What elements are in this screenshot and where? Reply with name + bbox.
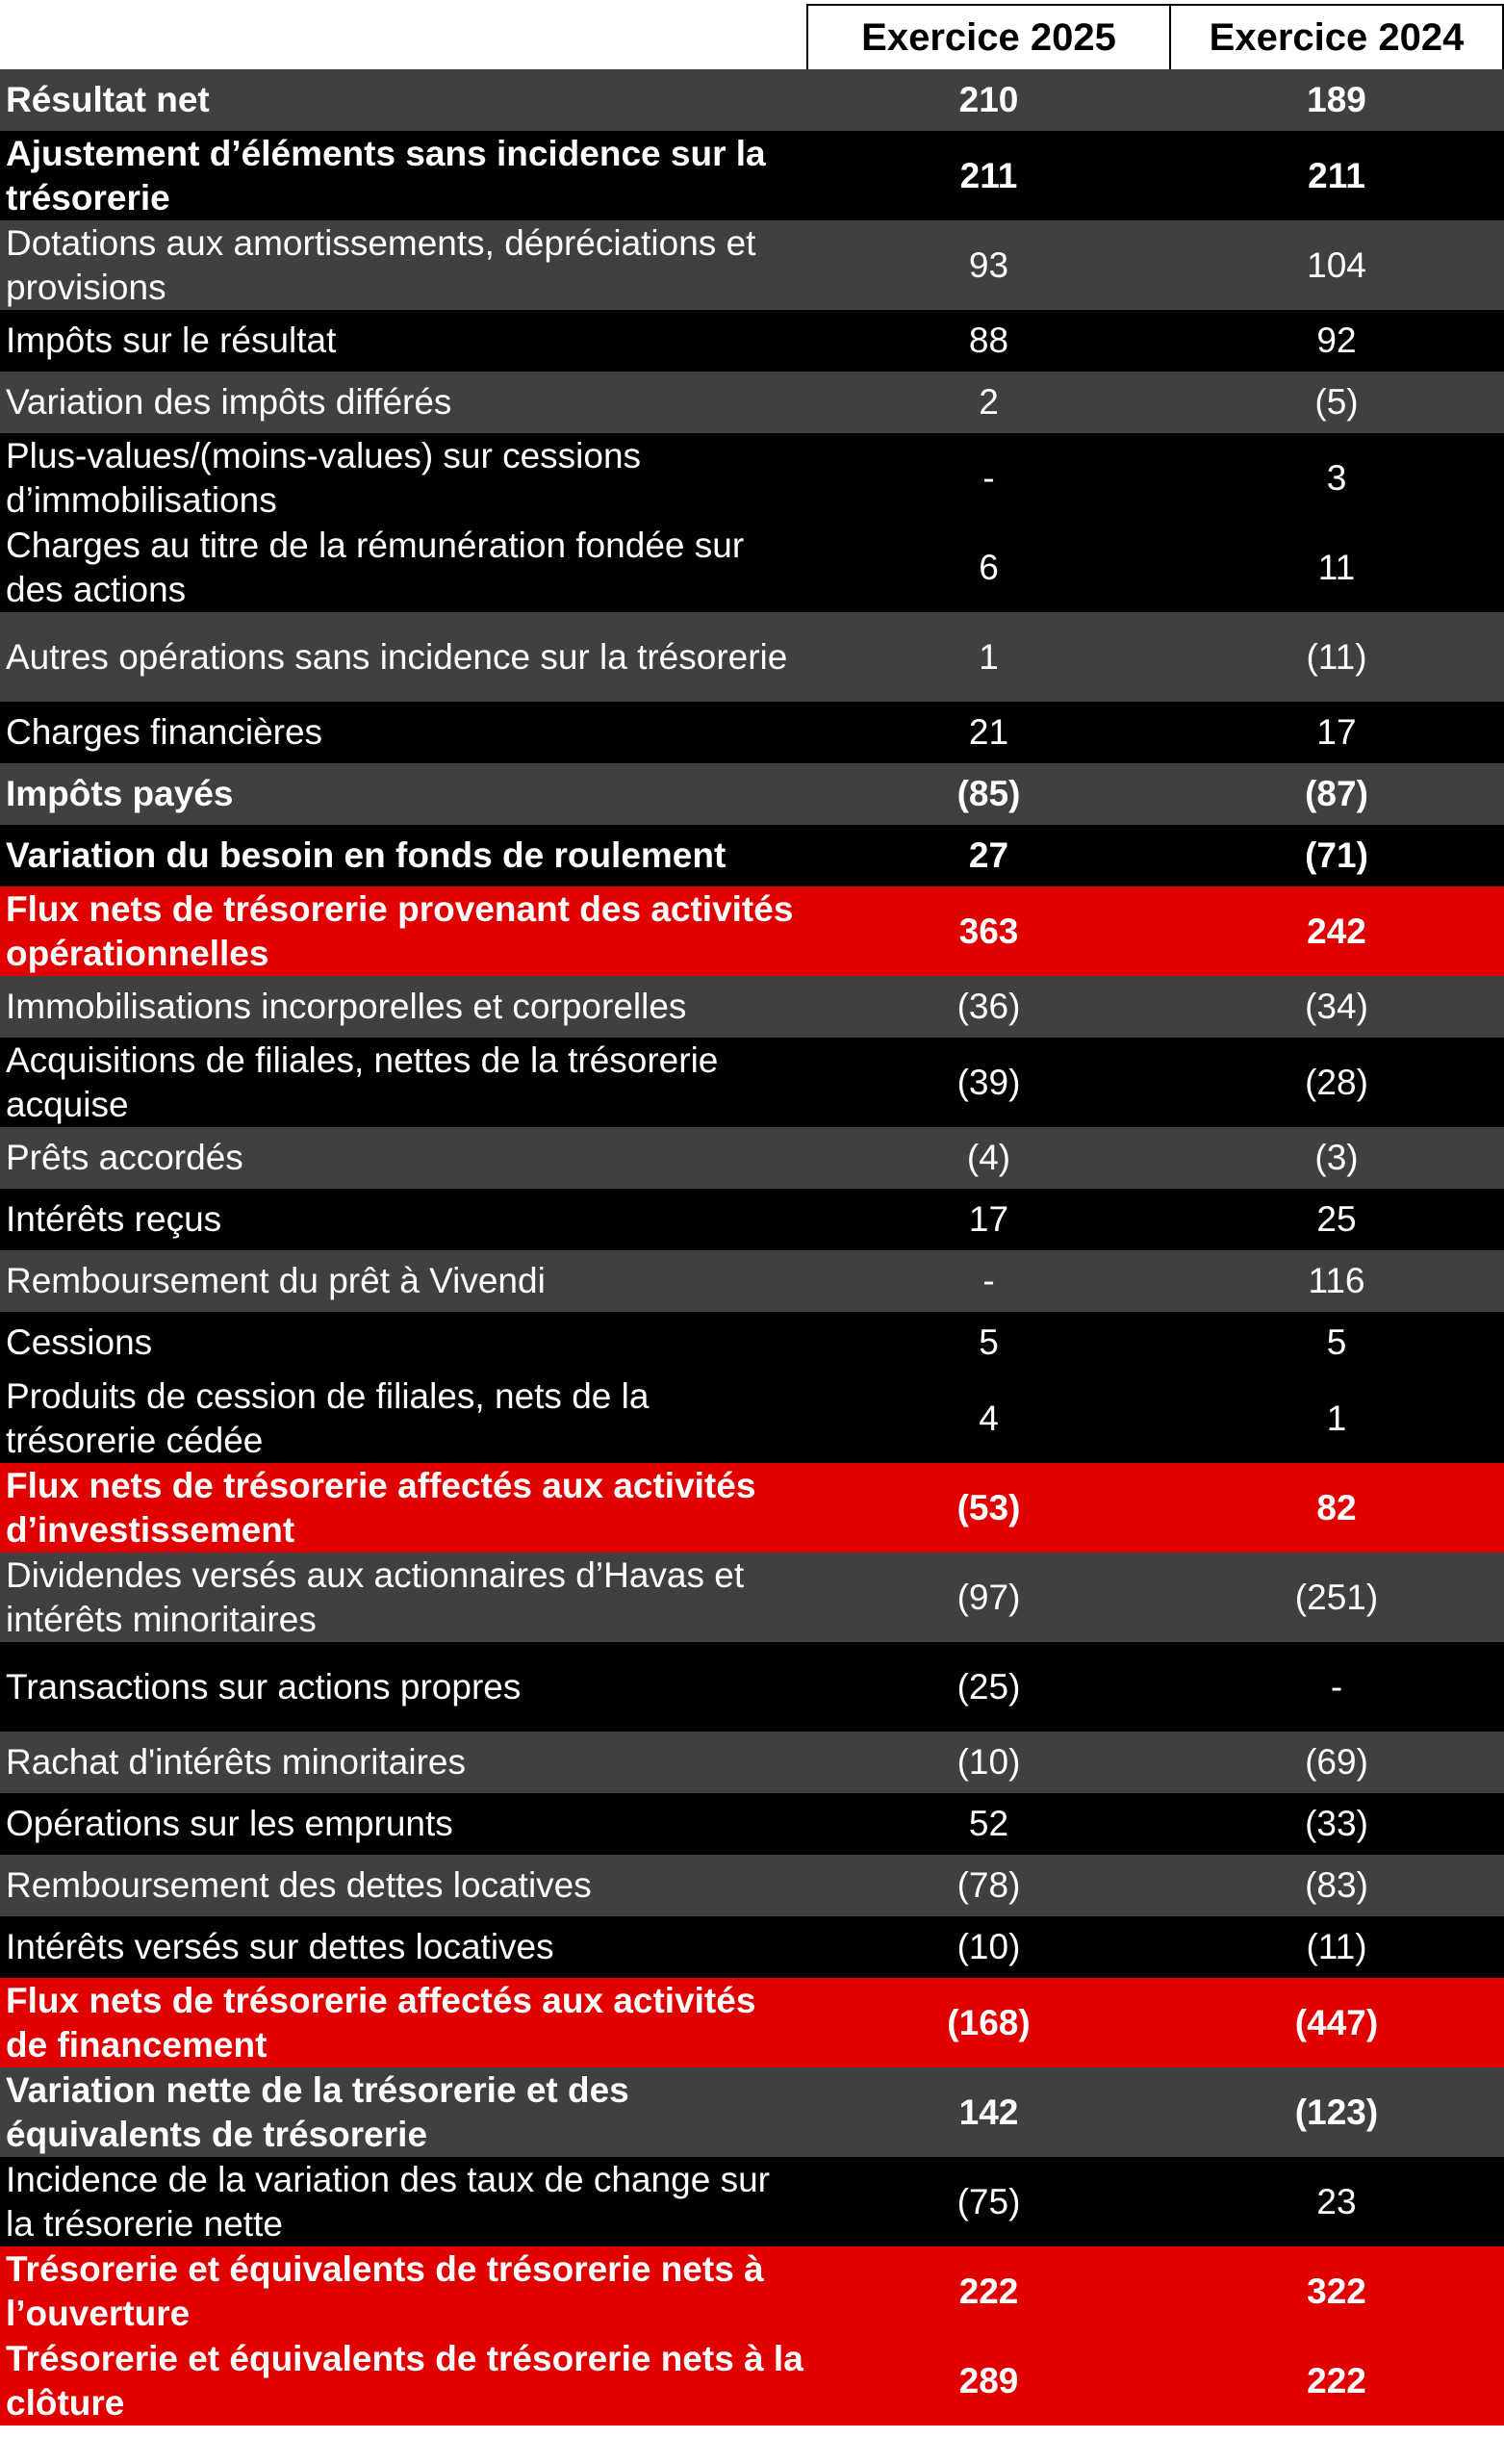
- table-row: [0, 1553, 1504, 1642]
- value-2024: (83): [1305, 1865, 1368, 1905]
- value-2025: 363: [958, 911, 1019, 951]
- value-2025: -: [982, 457, 995, 498]
- table-row: [0, 1250, 1504, 1312]
- value-2025: 1: [979, 636, 999, 677]
- table-row: [0, 220, 1504, 310]
- row-label: Prêts accordés: [6, 1138, 243, 1177]
- value-2024: (3): [1314, 1138, 1359, 1177]
- value-2024: (11): [1306, 636, 1367, 677]
- row-label: Intérêts reçus: [6, 1199, 222, 1239]
- value-2025: 289: [958, 2360, 1019, 2400]
- table-row-total: [0, 1978, 1504, 2067]
- value-2024: (123): [1294, 2092, 1379, 2132]
- row-label: Plus-values/(moins-values) sur cessions d’immobilisations: [6, 435, 642, 520]
- value-2025: -: [982, 1261, 995, 1300]
- value-2025: 142: [958, 2092, 1019, 2132]
- row-label: Variation nette de la trésorerie et des équivalents de trésorerie: [6, 2069, 629, 2154]
- value-2024: 189: [1307, 80, 1366, 119]
- value-2024: 104: [1307, 244, 1366, 285]
- value-2025: 222: [958, 2271, 1019, 2311]
- value-2024: -: [1330, 1666, 1343, 1707]
- table-header: [0, 0, 1504, 69]
- value-2024: 82: [1316, 1487, 1357, 1527]
- table-row-total: [0, 2336, 1504, 2426]
- value-2025: (168): [947, 2002, 1031, 2042]
- table-row: [0, 1642, 1504, 1732]
- value-2025: (78): [956, 1865, 1021, 1905]
- row-label: Cessions: [6, 1322, 153, 1362]
- row-label: Impôts sur le résultat: [6, 321, 337, 360]
- value-2024: (87): [1305, 774, 1368, 813]
- table-row: [0, 1189, 1504, 1250]
- value-2024: 116: [1308, 1261, 1365, 1300]
- row-label: Impôts payés: [6, 774, 234, 813]
- value-2025: 211: [959, 155, 1018, 195]
- value-2025: 6: [979, 547, 999, 587]
- value-2024: (251): [1294, 1577, 1379, 1617]
- value-2025: (10): [956, 1927, 1021, 1966]
- row-label: Variation des impôts différés: [6, 382, 452, 422]
- row-label: Trésorerie et équivalents de trésorerie nets à l’ouverture: [6, 2248, 764, 2333]
- row-label: Dotations aux amortissements, dépréciations et provisions: [6, 222, 756, 307]
- table-row: [0, 1312, 1504, 1373]
- table-row: [0, 1855, 1504, 1916]
- value-2024: 211: [1308, 155, 1365, 195]
- row-label: Dividendes versés aux actionnaires d’Havas et intérêts minoritaires: [6, 1554, 745, 1639]
- table-row: [0, 702, 1504, 763]
- value-2024: 1: [1326, 1398, 1347, 1438]
- value-2025: (25): [956, 1666, 1021, 1707]
- value-2024: 92: [1316, 321, 1357, 360]
- value-2024: 5: [1326, 1322, 1347, 1362]
- value-2025: 27: [968, 835, 1009, 875]
- value-2025: 52: [968, 1804, 1009, 1843]
- unit-label: En millions d'euros: [6, 21, 271, 53]
- table-row: [0, 1732, 1504, 1793]
- row-label: Variation du besoin en fonds de roulement: [6, 835, 727, 875]
- table-row-total: [0, 1463, 1504, 1553]
- table-row: [0, 523, 1504, 612]
- table-row: [0, 433, 1504, 523]
- value-2025: 5: [979, 1322, 999, 1362]
- table-row-total: [0, 2246, 1504, 2336]
- value-2024: (69): [1305, 1742, 1368, 1782]
- value-2025: 4: [979, 1398, 999, 1438]
- table-row: [0, 1373, 1504, 1463]
- value-2025: 2: [979, 382, 999, 422]
- value-2025: (39): [956, 1062, 1021, 1102]
- table-row: [0, 372, 1504, 433]
- value-2024: 11: [1317, 547, 1356, 587]
- value-2024: 222: [1307, 2360, 1366, 2400]
- table-row: [0, 310, 1504, 372]
- table-row: [0, 976, 1504, 1038]
- table-row: [0, 825, 1504, 886]
- table-row: [0, 1038, 1504, 1127]
- row-label: Produits de cession de filiales, nets de la trésorerie cédée: [6, 1375, 650, 1460]
- value-2024: 322: [1307, 2271, 1366, 2311]
- value-2024: (33): [1305, 1804, 1368, 1843]
- row-label: Remboursement des dettes locatives: [6, 1865, 592, 1905]
- value-2025: 17: [968, 1199, 1009, 1239]
- table-row: [0, 763, 1504, 825]
- value-2024: (5): [1314, 382, 1359, 422]
- row-label: Intérêts versés sur dettes locatives: [6, 1927, 554, 1966]
- row-label: Ajustement d’éléments sans incidence sur la trésorerie: [6, 133, 766, 218]
- row-label: Charges financières: [6, 712, 323, 752]
- row-label: Incidence de la variation des taux de change sur la trésorerie nette: [6, 2159, 770, 2244]
- row-label: Charges au titre de la rémunération fondée sur des actions: [6, 525, 745, 609]
- row-label: Rachat d'intérêts minoritaires: [6, 1742, 466, 1782]
- table-row: [0, 2157, 1504, 2246]
- value-2024: (447): [1294, 2002, 1379, 2042]
- row-label: Immobilisations incorporelles et corporelles: [6, 987, 687, 1026]
- value-2025: 93: [968, 244, 1009, 285]
- table-row: [0, 2067, 1504, 2157]
- row-label: Flux nets de trésorerie provenant des activités opérationnelles: [6, 888, 794, 973]
- value-2024: (71): [1305, 835, 1368, 875]
- value-2024: 3: [1326, 457, 1347, 498]
- value-2024: 23: [1316, 2181, 1357, 2221]
- column-header-2024: Exercice 2024: [1169, 4, 1504, 71]
- value-2025: (97): [956, 1577, 1021, 1617]
- value-2024: (34): [1305, 987, 1368, 1026]
- value-2025: (10): [956, 1742, 1021, 1782]
- value-2024: 17: [1316, 712, 1357, 752]
- value-2024: (28): [1305, 1062, 1368, 1102]
- value-2024: (11): [1306, 1927, 1367, 1966]
- value-2025: (53): [956, 1487, 1021, 1527]
- value-2025: (85): [956, 774, 1021, 813]
- row-label: Opérations sur les emprunts: [6, 1804, 453, 1843]
- row-label: Résultat net: [6, 80, 210, 119]
- row-label: Flux nets de trésorerie affectés aux activités d’investissement: [6, 1465, 756, 1550]
- value-2025: (75): [956, 2181, 1021, 2221]
- row-label: Remboursement du prêt à Vivendi: [6, 1261, 546, 1300]
- table-row: [0, 612, 1504, 702]
- row-label: Autres opérations sans incidence sur la trésorerie: [6, 636, 788, 677]
- table-row: [0, 1127, 1504, 1189]
- value-2025: (36): [956, 987, 1021, 1026]
- value-2025: (4): [966, 1138, 1011, 1177]
- row-label: Flux nets de trésorerie affectés aux activités de financement: [6, 1980, 756, 2065]
- row-label: Acquisitions de filiales, nettes de la trésorerie acquise: [6, 1040, 719, 1124]
- value-2024: 242: [1307, 911, 1366, 951]
- table-row: [0, 131, 1504, 220]
- column-header-2025: Exercice 2025: [806, 4, 1171, 71]
- table-row: [0, 1916, 1504, 1978]
- value-2025: 210: [958, 80, 1019, 119]
- table-row-total: [0, 886, 1504, 976]
- value-2025: 88: [968, 321, 1009, 360]
- table-row: [0, 1793, 1504, 1855]
- row-label: Trésorerie et équivalents de trésorerie nets à la clôture: [6, 2338, 803, 2423]
- table-row: [0, 69, 1504, 131]
- value-2024: 25: [1316, 1199, 1357, 1239]
- row-label: Transactions sur actions propres: [6, 1666, 522, 1707]
- value-2025: 21: [968, 712, 1009, 752]
